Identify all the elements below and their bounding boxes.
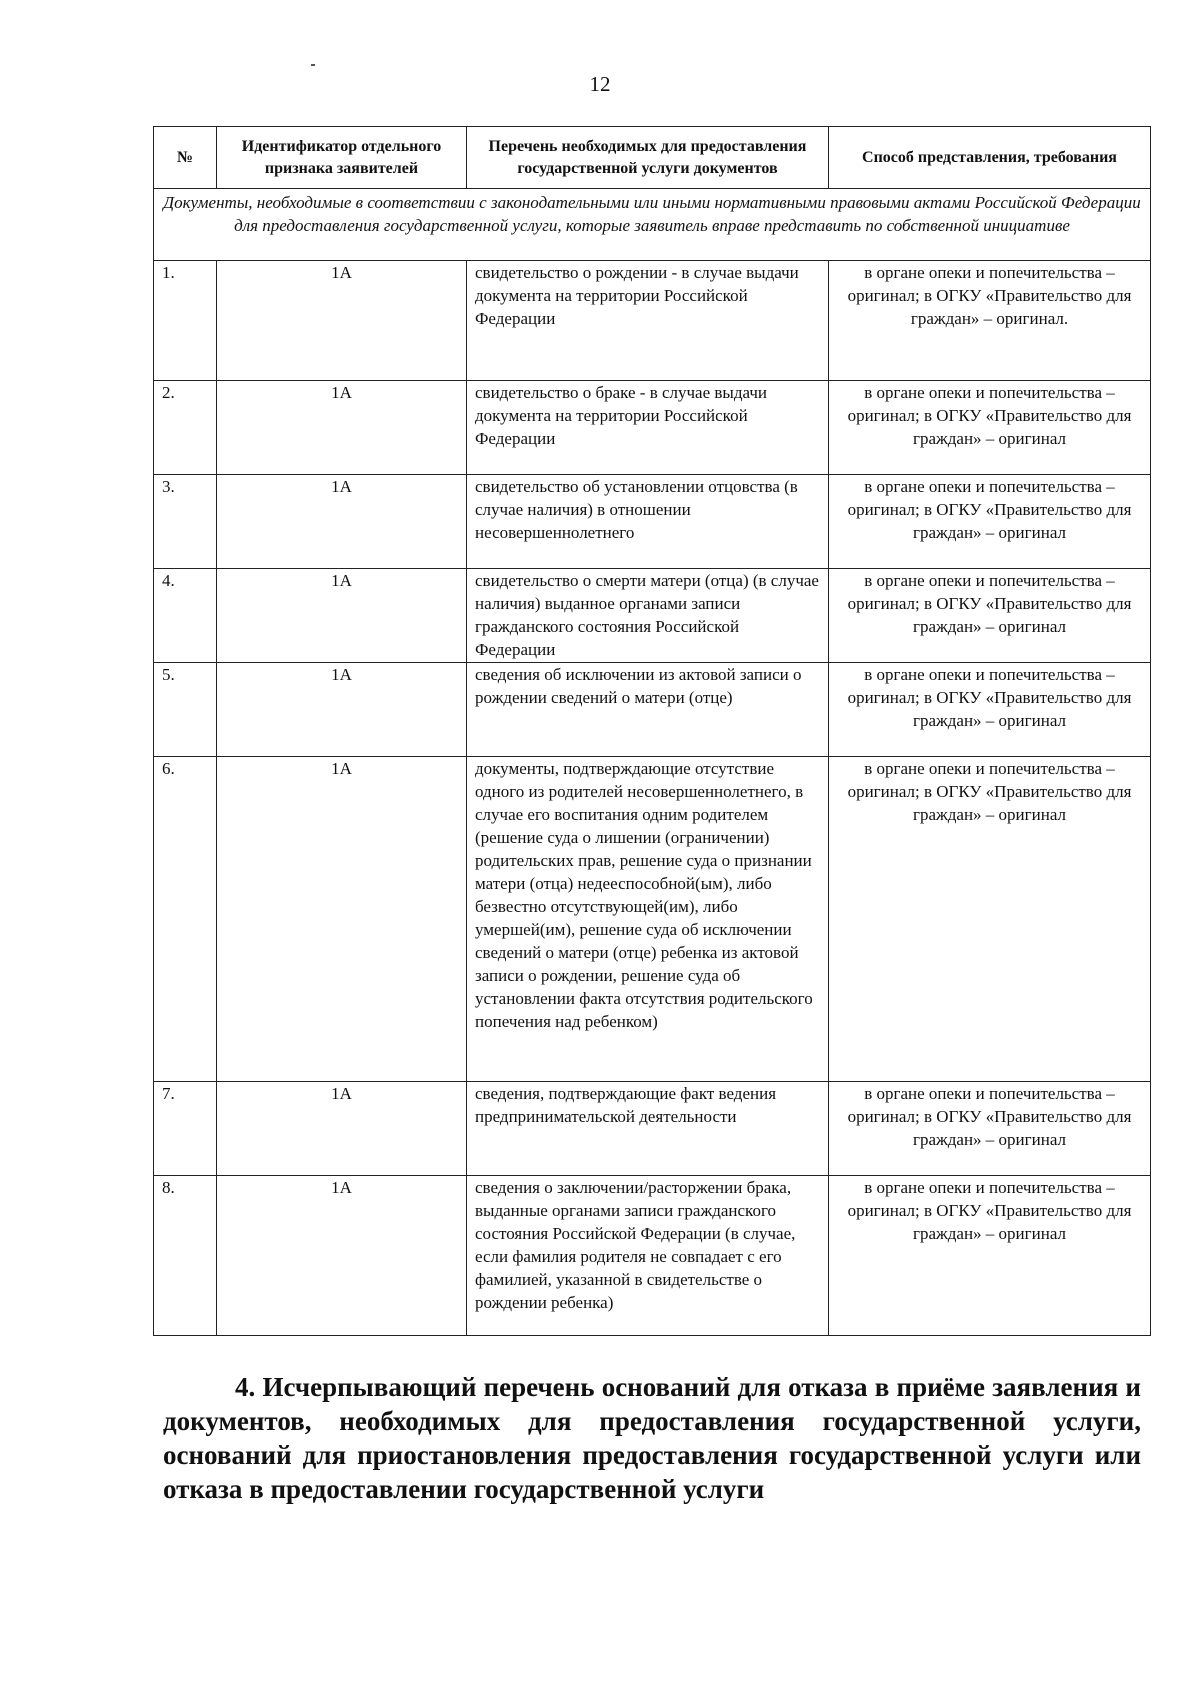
table-row: [154, 475, 1151, 569]
row-number: 4.: [154, 569, 217, 663]
row-identifier: 1А: [217, 1082, 467, 1176]
table-row: [154, 1082, 1151, 1176]
header-submission-method: Способ представления, требования: [829, 127, 1151, 189]
row-number: 5.: [154, 663, 217, 757]
table-section-row: [154, 189, 1151, 261]
row-document: свидетельство о браке - в случае выдачи документа на территории Российской Федерации: [467, 381, 829, 475]
page-number: 12: [589, 72, 611, 96]
table-row: [154, 1176, 1151, 1336]
row-number: 3.: [154, 475, 217, 569]
header-applicant-identifier: Идентификатор отдельного признака заявителей: [217, 127, 467, 189]
row-method: в органе опеки и попечительства – оригинал; в ОГКУ «Правительство для граждан» – оригинал: [829, 475, 1151, 569]
row-document: свидетельство об установлении отцовства (в случае наличия) в отношении несовершеннолетнего: [467, 475, 829, 569]
table-row: [154, 261, 1151, 381]
row-number: 8.: [154, 1176, 217, 1336]
row-identifier: 1А: [217, 663, 467, 757]
row-identifier: 1А: [217, 1176, 467, 1336]
row-document: сведения о заключении/расторжении брака, выданные органами записи гражданского состояния Российской Федерации (в случае, если фамилия родителя не совпадает с его фамилией, указанной в свидетельстве о рождении ребенка): [467, 1176, 829, 1336]
row-document: сведения, подтверждающие факт ведения предпринимательской деятельности: [467, 1082, 829, 1176]
row-identifier: 1А: [217, 261, 467, 381]
row-method: в органе опеки и попечительства – оригинал; в ОГКУ «Правительство для граждан» – оригинал: [829, 663, 1151, 757]
row-identifier: 1А: [217, 757, 467, 1082]
row-identifier: 1А: [217, 569, 467, 663]
row-number: 6.: [154, 757, 217, 1082]
row-identifier: 1А: [217, 381, 467, 475]
row-document: свидетельство о рождении - в случае выдачи документа на территории Российской Федерации: [467, 261, 829, 381]
row-method: в органе опеки и попечительства – оригинал; в ОГКУ «Правительство для граждан» – оригинал: [829, 1082, 1151, 1176]
table-header-row: [154, 127, 1151, 189]
row-identifier: 1А: [217, 475, 467, 569]
table-row: [154, 569, 1151, 663]
documents-table: [153, 126, 1151, 1336]
header-document-list: Перечень необходимых для предоставления государственной услуги документов: [467, 127, 829, 189]
header-number: №: [154, 127, 217, 189]
row-number: 1.: [154, 261, 217, 381]
row-number: 2.: [154, 381, 217, 475]
row-method: в органе опеки и попечительства – оригинал; в ОГКУ «Правительство для граждан» – оригинал: [829, 569, 1151, 663]
table-row: [154, 757, 1151, 1082]
row-document: свидетельство о смерти матери (отца) (в случае наличия) выданное органами записи гражданского состояния Российской Федерации: [467, 569, 829, 663]
scan-artifact: [311, 64, 315, 66]
row-method: в органе опеки и попечительства – оригинал; в ОГКУ «Правительство для граждан» – оригинал: [829, 757, 1151, 1082]
row-number: 7.: [154, 1082, 217, 1176]
row-method: в органе опеки и попечительства – оригинал; в ОГКУ «Правительство для граждан» – оригинал.: [829, 261, 1151, 381]
section-heading: 4. Исчерпывающий перечень оснований для отказа в приёме заявления и документов, необходимых для предоставления государственной услуги, оснований для приостановления предоставления государственной услуги или отказа в предоставлении государственной услуги: [163, 1372, 1141, 1504]
row-method: в органе опеки и попечительства – оригинал; в ОГКУ «Правительство для граждан» – оригинал: [829, 381, 1151, 475]
row-document: документы, подтверждающие отсутствие одного из родителей несовершеннолетнего, в случае его воспитания одним родителем (решение суда о лишении (ограничении) родительских прав, решение суда о признании матери (отца) недееспособной(ым), либо безвестно отсутствующей(им), либо умершей(им), решение суда об исключении сведений о матери (отце) ребенка из актовой записи о рождении, решение суда об установлении факта отсутствия родительского попечения над ребенком): [467, 757, 829, 1082]
table-row: [154, 663, 1151, 757]
row-document: сведения об исключении из актовой записи о рождении сведений о матери (отце): [467, 663, 829, 757]
section-caption: Документы, необходимые в соответствии с законодательными или иными нормативными правовыми актами Российской Федерации для предоставления государственной услуги, которые заявитель вправе представить по собственной инициативе: [154, 189, 1151, 261]
table-row: [154, 381, 1151, 475]
row-method: в органе опеки и попечительства – оригинал; в ОГКУ «Правительство для граждан» – оригинал: [829, 1176, 1151, 1336]
